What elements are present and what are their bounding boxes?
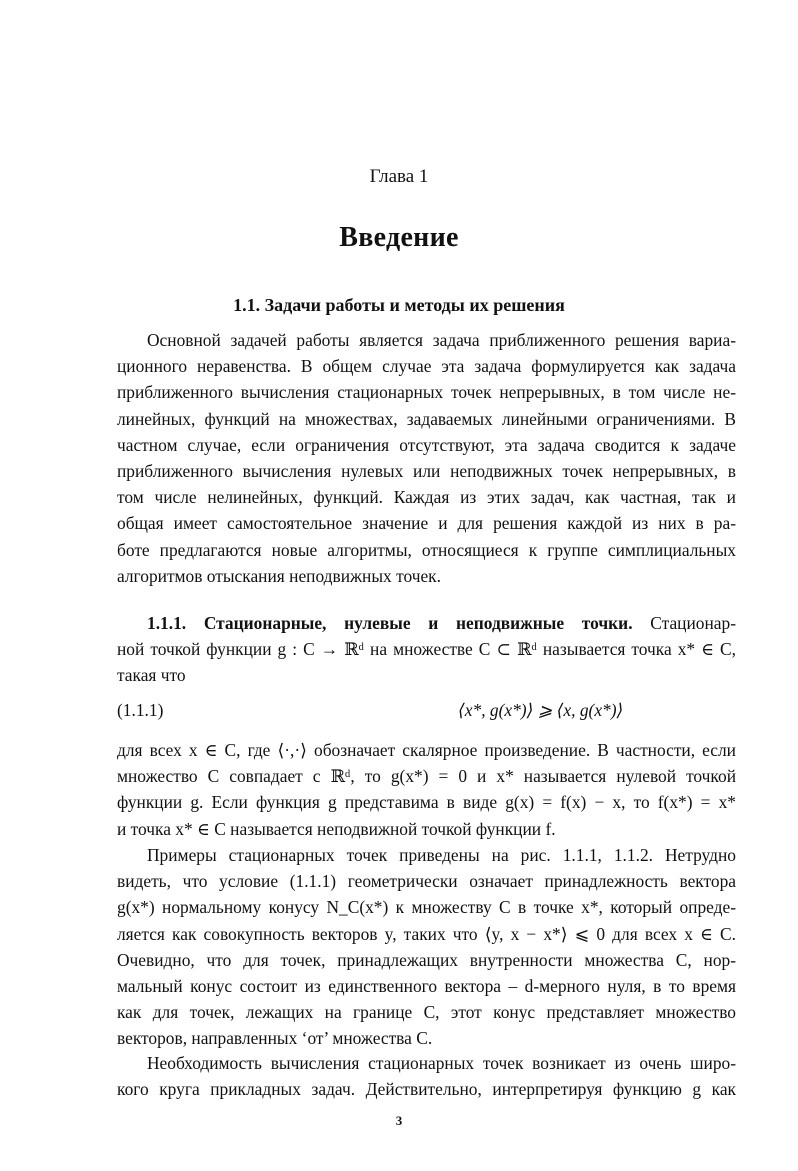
text-line: Основной задачей работы является задача приближенного решения вариа- (147, 330, 736, 350)
text-line: g(x*) нормальному конусу N_C(x*) к множеству C в точке x*, который опреде- (117, 897, 736, 918)
page-number: 3 (395, 1113, 403, 1128)
text-line: алгоритмов отыскания неподвижных точек. (117, 565, 441, 586)
text-line: общая имеет самостоятельное значение и для решения каждой из них в ра- (117, 513, 736, 534)
paragraph-1 (117, 327, 736, 589)
text-line: ляется как совокупность векторов y, таких что ⟨y, x − x*⟩ ⩽ 0 для всех x ∈ C. (117, 923, 736, 944)
paragraph-3 (117, 842, 736, 1052)
section-title: 1.1. Задачи работы и методы их решения (233, 295, 565, 315)
text-line: Необходимость вычисления стационарных точек возникает из очень широ- (147, 1053, 736, 1073)
text-line: функции g. Если функция g представима в виде g(x) = f(x) − x, то f(x*) = x* (117, 792, 736, 813)
text-line: приближенного вычисления стационарных точек непрерывных, в том числе не- (117, 382, 736, 403)
text-line: ционного неравенства. В общем случае эта задача формулируется как задача (117, 356, 736, 377)
text-line: Очевидно, что для точек, принадлежащих внутренности множества C, нор- (117, 949, 736, 970)
text-line: множество C совпадает с ℝᵈ, то g(x*) = 0 и x* называется нулевой точкой (117, 766, 736, 787)
equation-1-1-1 (117, 700, 736, 726)
chapter-label: Глава 1 (369, 166, 429, 187)
text-line: мальный конус состоит из единственного вектора – d-мерного нуля, в то время (117, 975, 736, 996)
chapter-title: Введение (339, 222, 459, 253)
text-line: кого круга прикладных задач. Действительно, интерпретируя функцию g как (117, 1079, 736, 1100)
subsection-heading: 1.1.1. Стационарные, нулевые и неподвижные точки. (147, 613, 633, 633)
text-line: векторов, направленных ‘от’ множества C. (117, 1028, 433, 1049)
text-line: для всех x ∈ C, где ⟨·,·⟩ обозначает скалярное произведение. В частности, если (117, 740, 736, 760)
text-line: как для точек, лежащих на границе C, этот конус представляет множество (117, 1002, 736, 1023)
text-line: том числе нелинейных, функций. Каждая из этих задач, как частная, так и (117, 487, 736, 508)
text-line: и точка x* ∈ C называется неподвижной точкой функции f. (117, 818, 556, 839)
equation-number: (1.1.1) (117, 700, 164, 720)
text-line: видеть, что условие (1.1.1) геометрически означает принадлежность вектора (117, 871, 736, 892)
text-line: приближенного вычисления нулевых или неподвижных точек непрерывных, в (117, 460, 736, 481)
text-line: частном случае, если ограничения отсутствуют, эта задача сводится к задаче (117, 434, 736, 455)
text-line: такая что (117, 665, 186, 686)
subsection-paragraph (117, 610, 736, 689)
paragraph-4 (117, 1050, 736, 1102)
text-line: Примеры стационарных точек приведены на рис. 1.1.1, 1.1.2. Нетрудно (147, 845, 736, 865)
text-line: боте предлагаются новые алгоритмы, относящиеся к группе симплициальных (117, 539, 736, 560)
equation-body: ⟨x*, g(x*)⟩ ⩾ ⟨x, g(x*)⟩ (458, 700, 624, 720)
text-line: линейных, функций на множествах, задаваемых линейными ограничениями. В (117, 408, 736, 429)
text-line (117, 610, 736, 636)
text-line: ной точкой функции g : C → ℝᵈ на множестве C ⊂ ℝᵈ называется точка x* ∈ C, (117, 639, 736, 660)
subsection-heading-rest: Стационар- (632, 613, 736, 633)
paragraph-2 (117, 737, 736, 842)
